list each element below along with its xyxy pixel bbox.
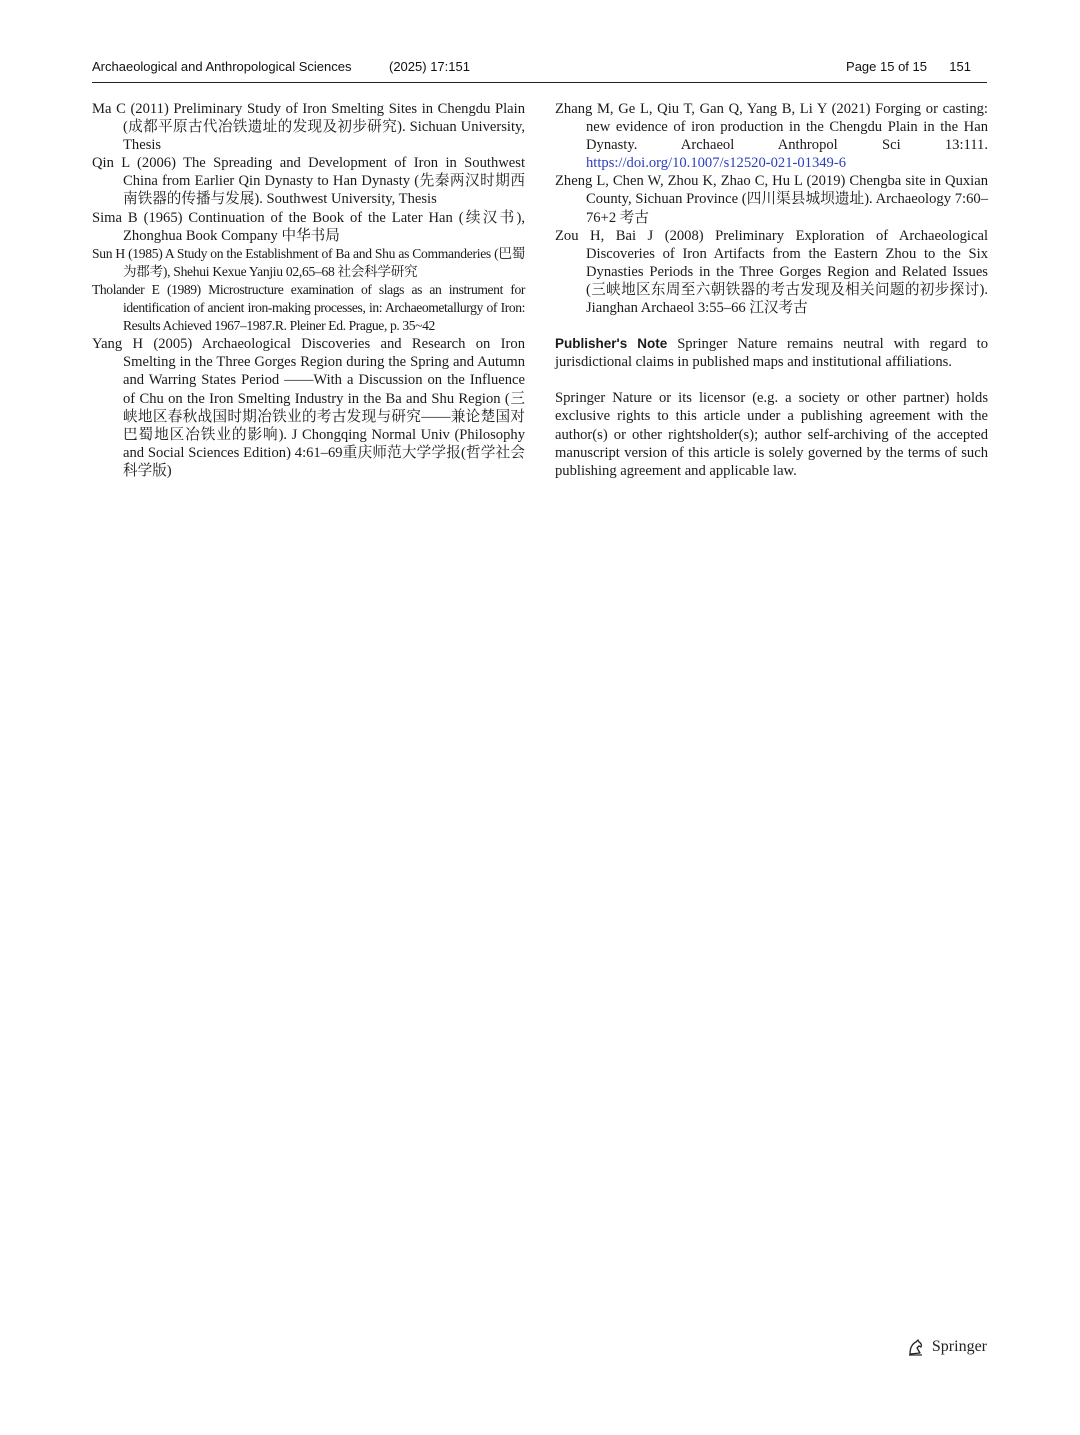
doi-link[interactable]: https://doi.org/10.1007/s12520-021-01349-6 bbox=[586, 155, 846, 172]
rights-statement: Springer Nature or its licensor (e.g. a society or other partner) holds exclusive rights to this article under a publishing agreement with the author(s) or other rightsholder(s); author self-archiving of the accepted manuscript version of this article is solely governed by the terms of such publishing agreement and applicable law. bbox=[555, 390, 988, 479]
publishers-note-text: Springer Nature remains neutral with regard to jurisdictional claims in published maps and institutional affiliations. bbox=[555, 336, 988, 371]
volume-info: (2025) 17:151 bbox=[389, 59, 470, 74]
reference-item: Sun H (1985) A Study on the Establishment of Ba and Shu as Commanderies (巴蜀为郡考), Shehui Kexue Yanjiu 02,65–68 社会科学研究 bbox=[92, 245, 525, 279]
springer-horse-icon bbox=[906, 1337, 926, 1357]
reference-text: Zhang M, Ge L, Qiu T, Gan Q, Yang B, Li Y (2021) Forging or casting: new evidence of iron production in the Chengdu Plain in the Han Dynasty. Archaeol Anthropol Sci 13:111. bbox=[555, 101, 988, 154]
reference-item bbox=[555, 100, 988, 172]
page-info: Page 15 of 15 bbox=[846, 59, 927, 74]
reference-item: Tholander E (1989) Microstructure examination of slags as an instrument for identification of ancient iron-making processes, in: Archaeometallurgy of Iron: Results Achieved 1967–1987.R. Pleiner Ed. Prague, p. 35~42 bbox=[92, 281, 525, 334]
running-header bbox=[92, 56, 987, 83]
page-number: 151 bbox=[949, 59, 971, 74]
reference-item: Zheng L, Chen W, Zhou K, Zhao C, Hu L (2019) Chengba site in Quxian County, Sichuan Province (四川渠县城坝遗址). Archaeology 7:60–76+2 考古 bbox=[555, 173, 988, 226]
reference-item: Zou H, Bai J (2008) Preliminary Exploration of Archaeological Discoveries of Iron Artifacts from the Eastern Zhou to the Six Dynasties Periods in the Three Gorges Region and Related Issues (三峡地区东周至六朝铁器的考古发现及相关问题的初步探讨). Jianghan Archaeol 3:55–66 江汉考古 bbox=[555, 227, 988, 317]
reference-item: Ma C (2011) Preliminary Study of Iron Smelting Sites in Chengdu Plain (成都平原古代冶铁遗址的发现及初步研究). Sichuan University, Thesis bbox=[92, 101, 525, 154]
left-column bbox=[92, 100, 525, 480]
publisher-name: Springer bbox=[931, 1338, 987, 1355]
right-column bbox=[555, 100, 988, 494]
reference-item: Yang H (2005) Archaeological Discoveries and Research on Iron Smelting in the Three Gorges Region during the Spring and Autumn and Warring States Period ——With a Discussion on the Influence of Chu on the Iron Smelting Industry in the Ba and Shu Region (三峡地区春秋战国时期冶铁业的考古发现与研究——兼论楚国对巴蜀地区冶铁业的影响). J Chongqing Normal Univ (Philosophy and Social Sciences Edition) 4:61–69重庆师范大学学报(哲学社会科学版) bbox=[92, 336, 525, 479]
publishers-note bbox=[555, 335, 988, 371]
journal-title: Archaeological and Anthropological Sciences bbox=[92, 59, 352, 74]
publisher-footer bbox=[906, 1336, 987, 1358]
reference-item: Qin L (2006) The Spreading and Development of Iron in Southwest China from Earlier Qin Dynasty to Han Dynasty (先秦两汉时期西南铁器的传播与发展). Southwest University, Thesis bbox=[92, 155, 525, 208]
reference-item: Sima B (1965) Continuation of the Book of the Later Han (续汉书), Zhonghua Book Company 中华书局 bbox=[92, 209, 525, 244]
publishers-note-label: Publisher's Note bbox=[555, 336, 668, 352]
